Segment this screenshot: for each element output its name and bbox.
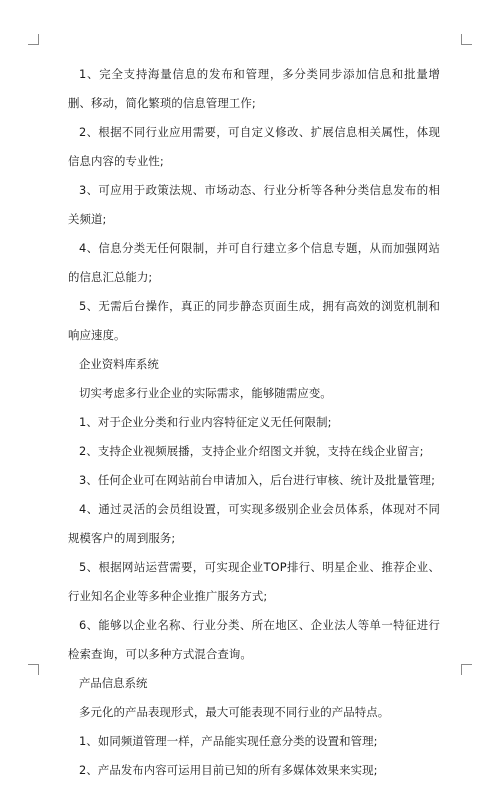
paragraph-info-3: 3、可应用于政策法规、市场动态、行业分析等各种分类信息发布的相关频道;: [68, 183, 440, 226]
document-body: [68, 60, 440, 785]
paragraph-enterprise-intro: 切实考虑多行业企业的实际需求，能够随需应变。: [79, 386, 332, 400]
paragraph-info-2: 2、根据不同行业应用需要，可自定义修改、扩展信息相关属性，体现信息内容的专业性;: [68, 125, 440, 168]
section-heading-enterprise: 企业资料库系统: [79, 357, 159, 371]
paragraph-enterprise-5: 5、根据网站运营需要，可实现企业TOP排行、明星企业、推荐企业、行业知名企业等多种企业推广服务方式;: [68, 560, 440, 603]
paragraph-product-2: 2、产品发布内容可运用目前已知的所有多媒体效果来实现;: [79, 763, 378, 777]
paragraph-enterprise-2: 2、支持企业视频展播，支持企业介绍图文并貌，支持在线企业留言;: [79, 444, 424, 458]
paragraph-enterprise-6: 6、能够以企业名称、行业分类、所在地区、企业法人等单一特征进行检索查询，可以多种方式混合查询。: [68, 618, 440, 661]
paragraph-product-intro: 多元化的产品表现形式，最大可能表现不同行业的产品特点。: [79, 705, 390, 719]
paragraph-enterprise-1: 1、对于企业分类和行业内容特征定义无任何限制;: [79, 415, 332, 429]
crop-mark-bottom-right: [461, 664, 472, 675]
crop-mark-bottom-left: [28, 664, 39, 675]
paragraph-info-4: 4、信息分类无任何限制，并可自行建立多个信息专题，从而加强网站的信息汇总能力;: [68, 241, 440, 284]
paragraph-enterprise-4: 4、通过灵活的会员组设置，可实现多级别企业会员体系，体现对不同规模客户的周到服务;: [68, 502, 440, 545]
crop-mark-top-left: [28, 34, 39, 45]
paragraph-info-1: 1、完全支持海量信息的发布和管理，多分类同步添加信息和批量增删、移动，简化繁琐的信息管理工作;: [68, 67, 440, 110]
paragraph-enterprise-3: 3、任何企业可在网站前台申请加入，后台进行审核、统计及批量管理;: [79, 473, 436, 487]
crop-mark-top-right: [461, 34, 472, 45]
section-heading-product: 产品信息系统: [79, 676, 148, 690]
paragraph-info-5: 5、无需后台操作，真正的同步静态页面生成，拥有高效的浏览机制和响应速度。: [68, 299, 440, 342]
paragraph-product-1: 1、如同频道管理一样，产品能实现任意分类的设置和管理;: [79, 734, 378, 748]
